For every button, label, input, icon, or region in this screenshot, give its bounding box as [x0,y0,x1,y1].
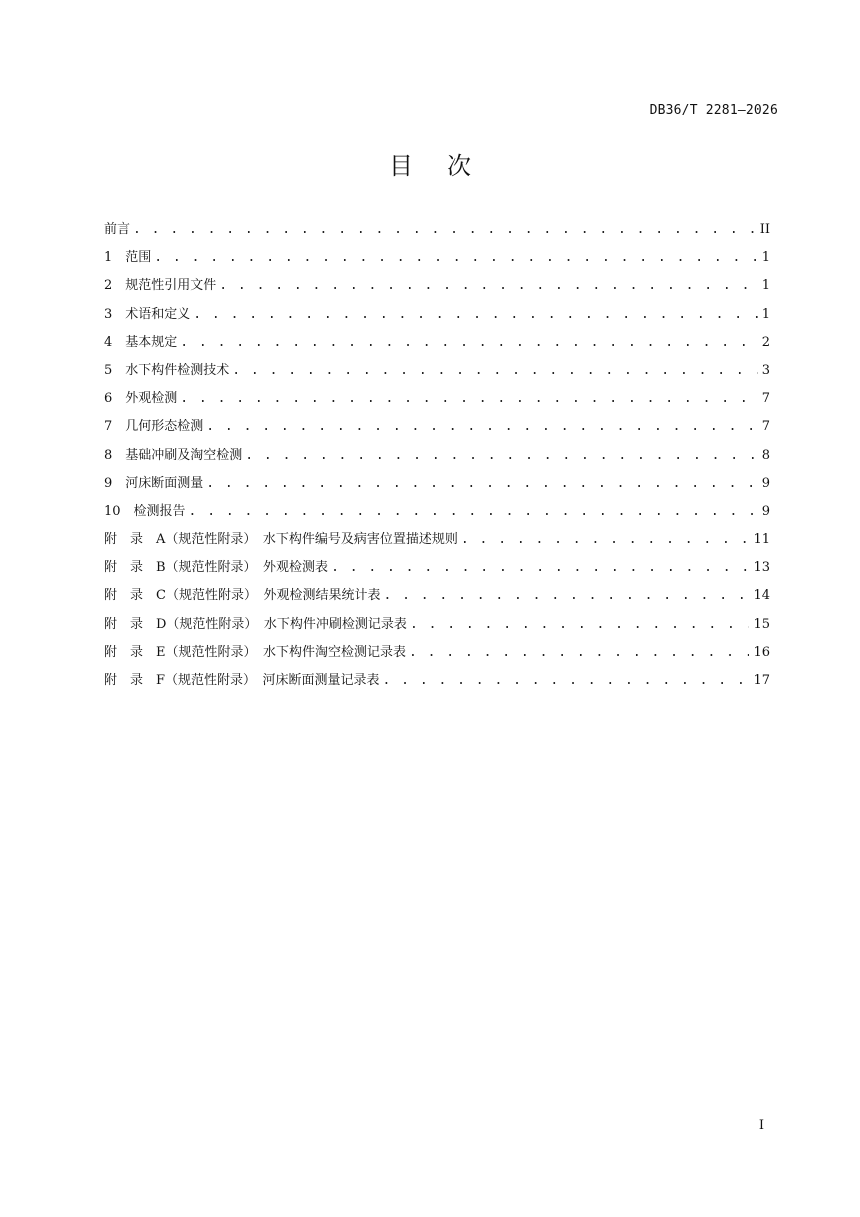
toc-leader-dots [232,363,757,378]
toc-leader-dots [331,560,749,575]
toc-leader-dots [461,532,750,547]
toc-entry-label: 附 录 D（规范性附录） 水下构件冲刷检测记录表 [104,616,407,632]
toc-entry-label: 1 范围 [104,250,152,266]
toc-entry-riverbed-survey[interactable] [104,472,770,500]
toc-entry-appendix-d[interactable] [104,613,770,641]
toc-entry-page: 8 [761,447,770,463]
toc-entry-page: 7 [761,419,770,435]
toc-entry-page: 7 [761,391,770,407]
toc-entry-page: 1 [761,278,770,294]
toc-leader-dots [193,307,757,322]
toc-entry-label: 前言 [104,222,131,237]
toc-leader-dots [180,335,757,350]
toc-entry-geometry-detection[interactable] [104,415,770,443]
toc-entry-appendix-a[interactable] [104,528,770,556]
toc-entry-label: 附 录 E（规范性附录） 水下构件淘空检测记录表 [104,644,406,660]
toc-entry-page: II [759,222,770,237]
toc-entry-normative-references[interactable] [104,274,770,302]
toc-leader-dots [133,222,756,237]
toc-leader-dots [383,673,750,688]
document-code: DB36/T 2281—2026 [649,103,778,118]
toc-entry-label: 附 录 C（规范性附录） 外观检测结果统计表 [104,588,381,604]
toc-entry-label: 附 录 A（规范性附录） 水下构件编号及病害位置描述规则 [104,532,458,548]
toc-leader-dots [206,419,757,434]
toc-entry-page: 2 [761,334,770,350]
page-title: 目次 [389,152,505,180]
toc-entry-label: 5 水下构件检测技术 [104,362,230,378]
toc-entry-page: 15 [753,616,770,632]
toc-entry-appendix-c[interactable] [104,584,770,612]
toc-entry-page: 13 [753,560,770,576]
toc-entry-page: 9 [761,475,770,491]
toc-entry-appearance-detection[interactable] [104,387,770,415]
toc-leader-dots [410,617,750,632]
toc-entry-basic-rules[interactable] [104,331,770,359]
toc-entry-page: 1 [761,306,770,322]
toc-entry-label: 6 外观检测 [104,391,178,407]
toc-leader-dots [245,448,757,463]
toc-entry-label: 3 术语和定义 [104,306,191,322]
toc-entry-label: 2 规范性引用文件 [104,278,217,294]
toc-entry-page: 17 [753,673,770,688]
toc-entry-scope[interactable] [104,246,770,274]
toc-entry-label: 4 基本规定 [104,334,178,350]
toc-entry-label: 8 基础冲刷及淘空检测 [104,447,243,463]
toc-entry-page: 1 [761,250,770,266]
toc-entry-report[interactable] [104,500,770,528]
toc-leader-dots [409,645,749,660]
toc-entry-appendix-b[interactable] [104,556,770,584]
toc-leader-dots [180,391,757,406]
toc-leader-dots [189,504,758,519]
toc-entry-label: 附 录 B（规范性附录） 外观检测表 [104,560,329,576]
toc-entry-scour-detection[interactable] [104,444,770,472]
toc-entry-appendix-e[interactable] [104,641,770,669]
toc-leader-dots [154,250,757,265]
toc-entry-page: 3 [761,362,770,378]
toc-entry-label: 7 几何形态检测 [104,419,204,435]
toc-entry-appendix-f[interactable] [104,669,770,697]
toc-entry-page: 11 [753,532,770,548]
toc-entry-page: 14 [753,588,770,604]
toc-leader-dots [383,588,749,603]
toc-entry-label: 附 录 F（规范性附录） 河床断面测量记录表 [104,673,380,688]
toc-entry-terms[interactable] [104,303,770,331]
toc-entry-label: 10 检测报告 [104,503,186,519]
page-number: I [758,1118,764,1133]
toc-entry-page: 16 [753,644,770,660]
toc-entry-foreword[interactable] [104,218,770,246]
table-of-contents [104,218,770,697]
toc-entry-page: 9 [761,503,770,519]
toc-entry-label: 9 河床断面测量 [104,475,204,491]
toc-leader-dots [206,476,757,491]
toc-leader-dots [219,278,757,293]
toc-entry-underwater-detection[interactable] [104,359,770,387]
